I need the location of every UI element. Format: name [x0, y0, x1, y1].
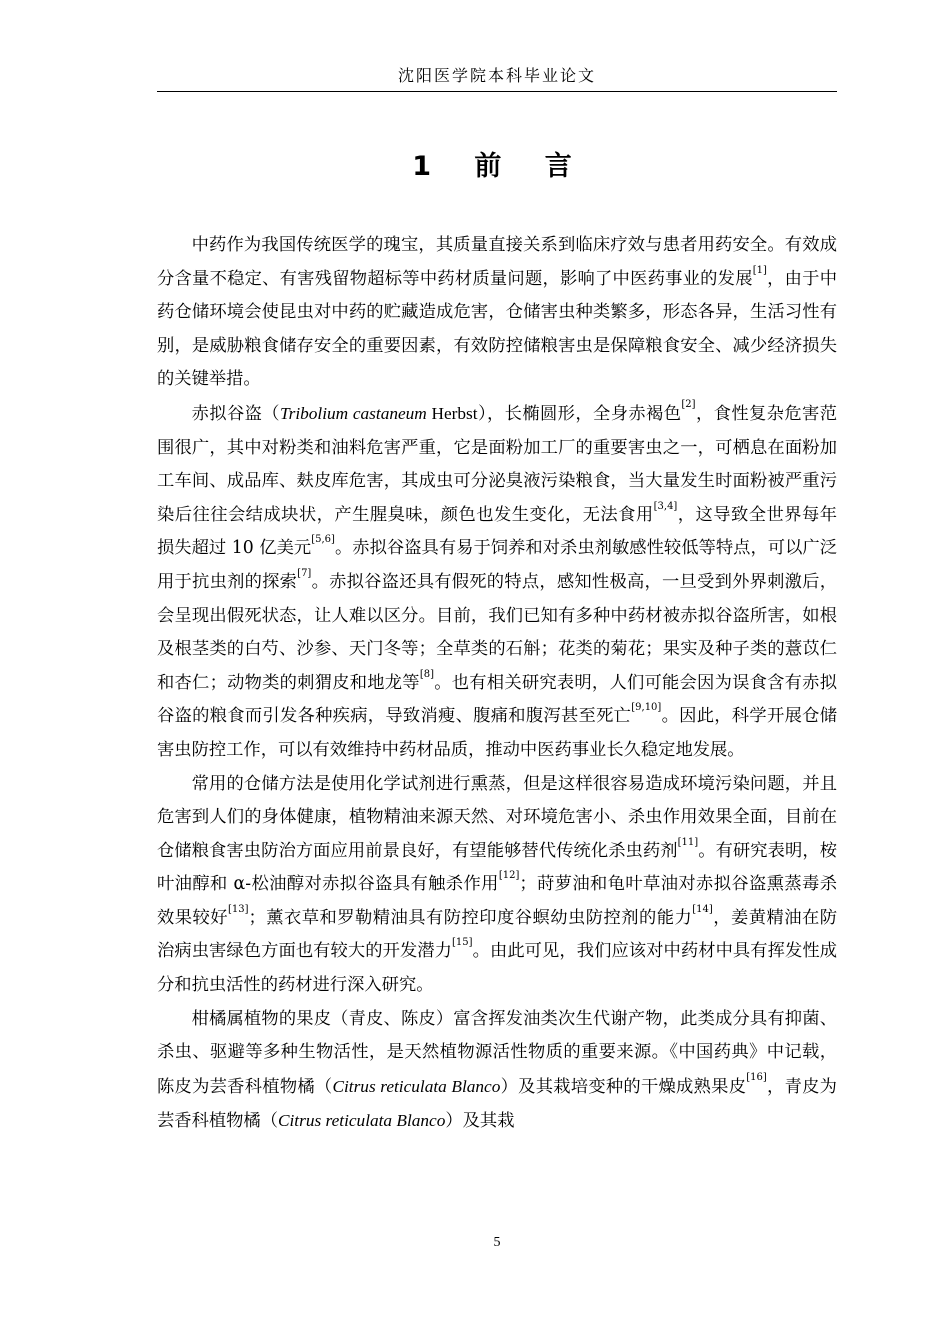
citation: [3,4]	[653, 500, 678, 512]
text-run: ，姜黄精油在防治病虫害绿色方面也有较大的开发潜力	[157, 907, 837, 962]
text-run: 柑橘属植物的果皮（青皮、陈皮）富含挥发油类次生代谢产物，此类成分具有抑菌、杀虫、驱避等多种生物活性，是天然植物源活性物质的重要来源。《中国药典》中记载，陈皮为芸香科植物橘（	[157, 1008, 837, 1097]
body-text	[157, 229, 837, 1139]
text-run: ；莳萝油和龟叶草油对赤拟谷盗熏蒸毒杀效果较好	[157, 874, 837, 928]
species-name: Citrus reticulata Blanco	[332, 1076, 501, 1096]
text-run: ；薰衣草和罗勒精油具有防控印度谷螟幼虫防控剂的能力	[248, 907, 693, 928]
header-rule	[157, 91, 837, 92]
species-name: Tribolium castaneum	[279, 403, 427, 423]
running-header: 沈阳医学院本科毕业论文	[397, 66, 596, 85]
citation: [2]	[681, 398, 696, 410]
chapter-title: 1 前 言	[412, 151, 582, 182]
citation: [12]	[498, 870, 520, 882]
text-run: 中药作为我国传统医学的瑰宝，其质量直接关系到临床疗效与患者用药安全。有效成分含量不稳定、有害残留物超标等中药材质量问题，影响了中医药事业的发展	[157, 235, 837, 289]
citation: [5,6]	[311, 534, 335, 546]
text-run: 常用的仓储方法是使用化学试剂进行熏蒸，但是这样很容易造成环境污染问题，并且危害到人们的身体健康，植物精油来源天然、对环境危害小、杀虫作用效果全面，目前在仓储粮食害虫防治方面应用前景良好，有望能够替代传统化杀虫药剂	[157, 773, 837, 861]
citation: [11]	[677, 836, 699, 848]
citation: [13]	[228, 903, 249, 915]
text-run: ，青皮为芸香科植物橘（	[157, 1076, 837, 1132]
text-run: ，食性复杂危害范围很广，其中对粉类和油料危害严重，它是面粉加工厂的重要害虫之一，可栖息在面粉加工车间、成品库、麸皮库危害，其成虫可分泌臭液污染粮食，当大量发生时面粉被严重污染后往往会结成块状，产生腥臭味，颜色也发生变化，无法食用	[157, 403, 837, 525]
text-run: 赤拟谷盗（	[191, 403, 280, 424]
citation: [9,10]	[631, 702, 662, 714]
citation: [1]	[752, 264, 767, 276]
page-number: 5	[493, 1235, 501, 1250]
citation: [15]	[452, 937, 473, 949]
text-run: 。由此可见，我们应该对中药材中具有挥发性成分和抗虫活性的药材进行深入研究。	[157, 941, 837, 996]
paragraph-2	[157, 397, 837, 768]
paragraph-3	[157, 768, 837, 1003]
text-run: ）及其栽	[445, 1111, 515, 1132]
paragraph-4	[157, 1003, 837, 1139]
citation: [8]	[419, 668, 434, 680]
paragraph-1	[157, 229, 837, 397]
citation: [7]	[297, 567, 312, 579]
citation: [14]	[692, 903, 713, 915]
citation: [16]	[746, 1071, 767, 1083]
text-run: ，这导致全世界每年损失超过 10 亿美元	[157, 504, 837, 559]
text-run: 。也有相关研究表明，人们可能会因为误食含有赤拟谷盗的粮食而引发各种疾病，导致消瘦、腹痛和腹泻甚至死亡	[157, 672, 837, 727]
text-run: 。赤拟谷盗具有易于饲养和对杀虫剂敏感性较低等特点，可以广泛用于抗虫剂的探索	[157, 538, 837, 592]
text-run: Herbst），长椭圆形，全身赤褐色	[426, 403, 682, 423]
text-run: ，由于中药仓储环境会使昆虫对中药的贮藏造成危害，仓储害虫种类繁多，形态各异，生活习性有别，是威胁粮食储存安全的重要因素，有效防控储粮害虫是保障粮食安全、减少经济损失的关键举措。	[157, 268, 837, 390]
text-run: ）及其栽培变种的干燥成熟果皮	[500, 1076, 747, 1097]
species-name: Citrus reticulata Blanco	[277, 1111, 446, 1131]
text-run: 。赤拟谷盗还具有假死的特点，感知性极高，一旦受到外界刺激后，会呈现出假死状态，让人难以区分。目前，我们已知有多种中药材被赤拟谷盗所害，如根及根茎类的白芍、沙参、天门冬等；全草类的石斛；花类的菊花；果实及种子类的薏苡仁和杏仁；动物类的刺猬皮和地龙等	[157, 571, 837, 693]
text-run: 。有研究表明，桉叶油醇和 α-松油醇对赤拟谷盗具有触杀作用	[157, 840, 837, 895]
text-run: 。因此，科学开展仓储害虫防控工作，可以有效维持中药材品质，推动中医药事业长久稳定地发展。	[157, 706, 837, 760]
